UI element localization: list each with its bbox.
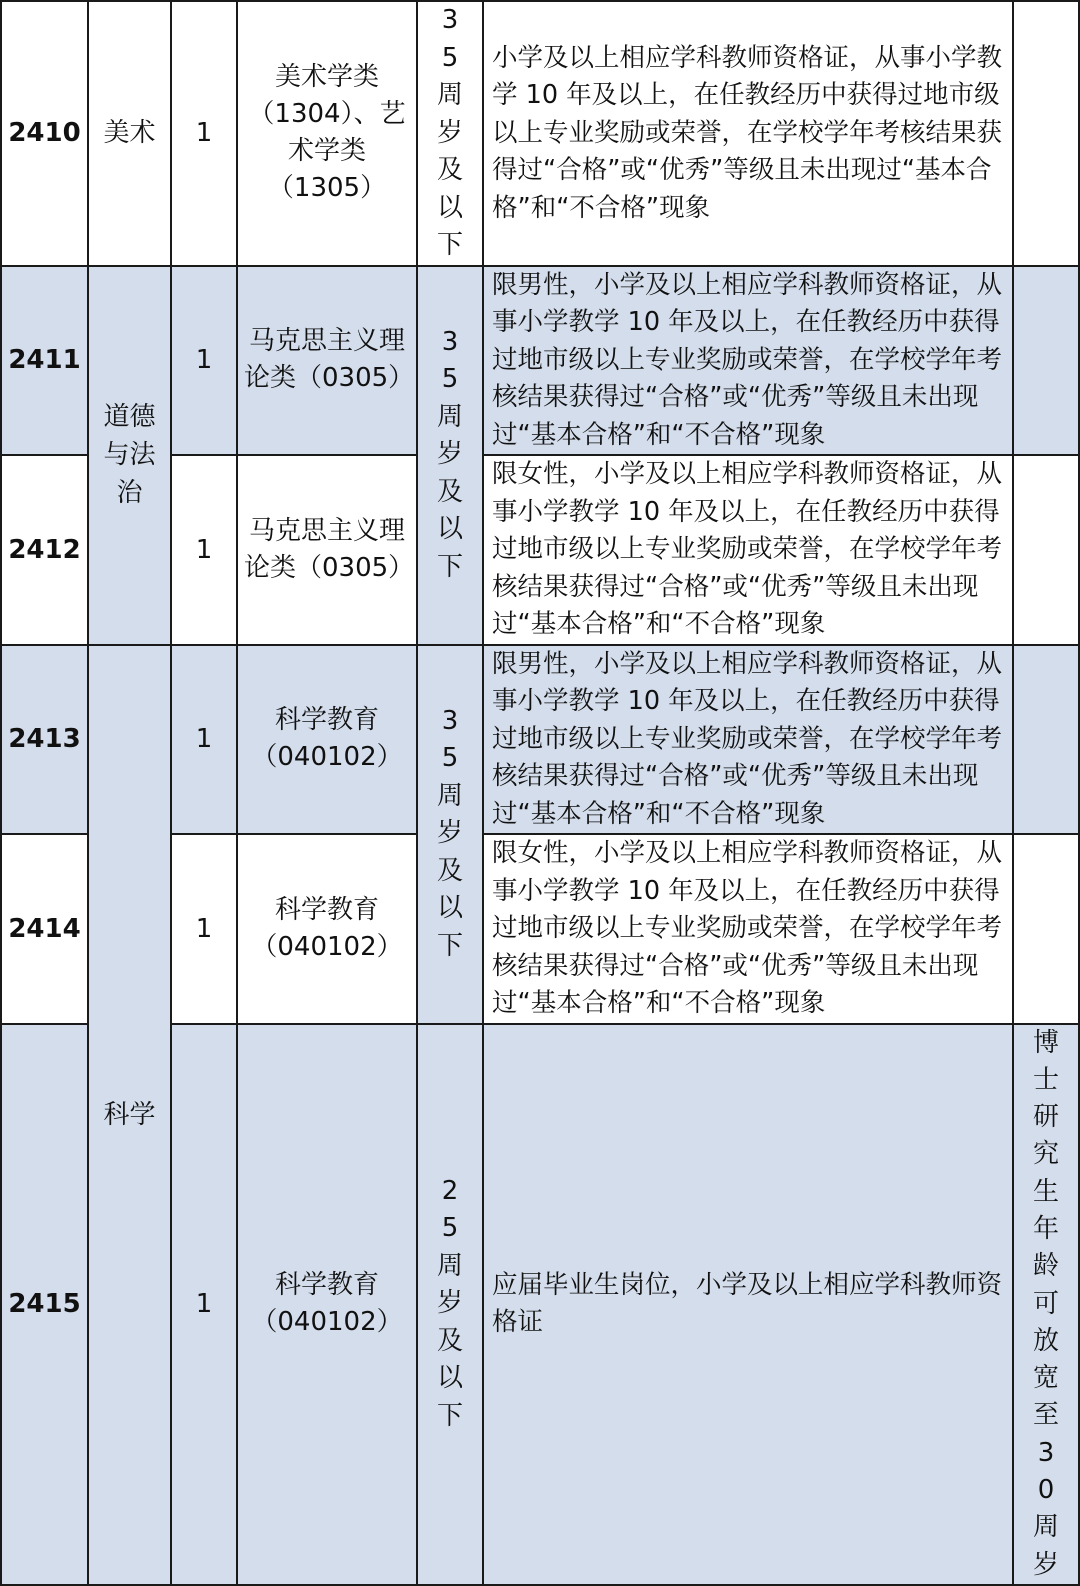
subject: 美术 [88,1,171,266]
note [1013,455,1079,645]
subject-text: 道德与法治 [103,402,156,508]
post-code: 2411 [1,266,88,456]
requirement: 应届毕业生岗位，小学及以上相应学科教师资格证 [483,1024,1013,1585]
age-cell [417,645,483,1024]
note [1013,1,1079,266]
requirement: 限男性，小学及以上相应学科教师资格证，从事小学教学 10 年及以上，在任教经历中获得过地市级以上专业奖励或荣誉，在学校学年考核结果获得过“合格”或“优秀”等级且未出现过“基本合格”和“不合格”现象 [483,266,1013,456]
table-row [1,1,1079,266]
subject: 科学 [88,645,171,1585]
age-limit: 35周岁及以下 [436,326,463,582]
recruit-count: 1 [171,1,237,266]
note [1013,645,1079,835]
age-limit: 35周岁及以下 [436,5,463,260]
post-code: 2412 [1,455,88,645]
recruit-count: 1 [171,455,237,645]
recruit-count: 1 [171,834,237,1024]
requirement: 限女性，小学及以上相应学科教师资格证，从事小学教学 10 年及以上，在任教经历中获得过地市级以上专业奖励或荣誉，在学校学年考核结果获得过“合格”或“优秀”等级且未出现过“基本合格”和“不合格”现象 [483,455,1013,645]
post-code: 2414 [1,834,88,1024]
post-code: 2410 [1,1,88,266]
age-cell [417,266,483,645]
age-limit: 25周岁及以下 [436,1175,463,1431]
major: 美术学类（1304）、艺术学类（1305） [237,1,417,266]
age-cell [417,1024,483,1585]
note-cell [1013,1024,1079,1585]
table-row [1,645,1079,835]
post-code: 2415 [1,1024,88,1585]
note [1013,834,1079,1024]
recruit-count: 1 [171,1024,237,1585]
table-row [1,266,1079,456]
major: 科学教育（040102） [237,1024,417,1585]
requirement: 限男性，小学及以上相应学科教师资格证，从事小学教学 10 年及以上，在任教经历中获得过地市级以上专业奖励或荣誉，在学校学年考核结果获得过“合格”或“优秀”等级且未出现过“基本合格”和“不合格”现象 [483,645,1013,835]
major: 科学教育（040102） [237,645,417,835]
age-limit: 35周岁及以下 [436,705,463,961]
age-cell [417,1,483,266]
recruit-count: 1 [171,266,237,456]
major: 科学教育（040102） [237,834,417,1024]
requirement: 限女性，小学及以上相应学科教师资格证，从事小学教学 10 年及以上，在任教经历中获得过地市级以上专业奖励或荣誉，在学校学年考核结果获得过“合格”或“优秀”等级且未出现过“基本合格”和“不合格”现象 [483,834,1013,1024]
recruit-count: 1 [171,645,237,835]
requirement: 小学及以上相应学科教师资格证，从事小学教学 10 年及以上，在任教经历中获得过地市级以上专业奖励或荣誉，在学校学年考核结果获得过“合格”或“优秀”等级且未出现过“基本合格”和“不合格”现象 [483,1,1013,266]
note: 博士研究生年龄可放宽至30周岁 [1032,1027,1059,1580]
subject [88,266,171,645]
major: 马克思主义理论类（0305） [237,266,417,456]
post-code: 2413 [1,645,88,835]
major: 马克思主义理论类（0305） [237,455,417,645]
note [1013,266,1079,456]
